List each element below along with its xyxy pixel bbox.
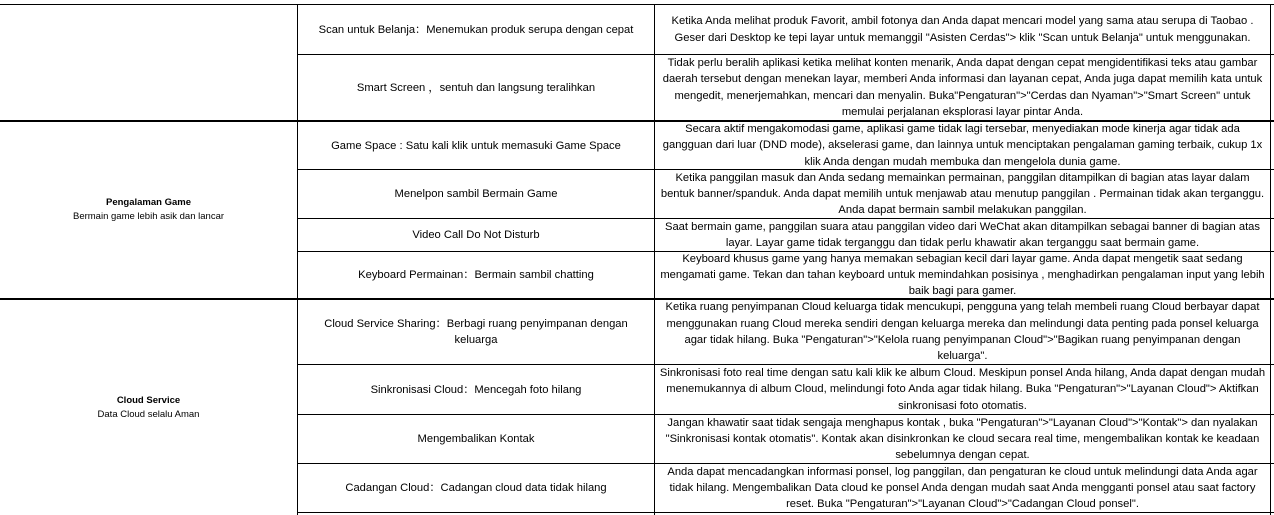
- category-title: Pengalaman Game: [105, 197, 191, 208]
- feature-text: Sinkronisasi Cloud：Mencegah foto hilang: [370, 383, 582, 396]
- feature-text: Menelpon sambil Bermain Game: [394, 188, 558, 200]
- feature-text: Video Call Do Not Disturb: [412, 229, 540, 241]
- grid-line: [297, 512, 1274, 513]
- description-cell[interactable]: [655, 252, 1270, 298]
- feature-cell[interactable]: [298, 219, 654, 251]
- grid-line: [1270, 4, 1271, 515]
- feature-text: Smart Screen ，sentuh dan langsung teralihkan: [356, 81, 596, 94]
- description-text: Sinkronisasi foto real time dengan satu kali klik ke album Cloud. Meskipun ponsel Anda hilang, Anda dapat dengan mudah menemukannya di album Cloud, melindungi foto Anda agar tidak hilang. Buka "Pengaturan">"Layanan Cloud"> Aktifkan sinkronisasi foto otomatis.: [659, 367, 1266, 412]
- description-cell[interactable]: [655, 464, 1270, 512]
- description-text: Secara aktif mengakomodasi game, aplikasi game tidak lagi tersebar, menyediakan mode kinerja agar tidak ada gangguan dari luar (DND mode), akselerasi game, dan lainnya untuk menciptakan pengalaman gaming terbaik, cukup 1x klik Anda dengan mudah membuka dan mengelola dunia game.: [662, 123, 1263, 168]
- category-cell[interactable]: [0, 300, 297, 515]
- feature-cell[interactable]: [298, 5, 654, 54]
- description-cell[interactable]: [655, 365, 1270, 414]
- category-title: Cloud Service: [116, 394, 181, 406]
- category-cell[interactable]: [0, 122, 297, 298]
- feature-text: Scan untuk Belanja：Menemukan produk serupa dengan cepat: [318, 23, 634, 36]
- feature-text: Game Space : Satu kali klik untuk memasuki Game Space: [331, 139, 621, 152]
- feature-text: Cloud Service Sharing：Berbagi ruang penyimpanan dengan keluarga: [324, 318, 628, 346]
- description-cell[interactable]: [655, 55, 1270, 120]
- feature-cell[interactable]: [298, 55, 654, 120]
- description-cell[interactable]: [655, 122, 1270, 169]
- feature-text: Cadangan Cloud：Cadangan cloud data tidak hilang: [345, 482, 607, 494]
- description-text: Ketika ruang penyimpanan Cloud keluarga tidak mencukupi, pengguna yang telah membeli ruang Cloud berbayar dapat menggunakan ruang Cloud mereka sendiri dengan keluarga mereka dan melindungi data penting pada ponsel keluarga agar tidak hilang. Buka "Pengaturan">"Kelola ruang penyimpanan Cloud">"Bagikan ruang penyimpanan dengan keluarga".: [665, 301, 1260, 363]
- feature-text: Keyboard Permainan：Bermain sambil chatting: [358, 269, 594, 281]
- description-text: Ketika Anda melihat produk Favorit, ambil fotonya dan Anda dapat mencari model yang sama atau serupa di Taobao . Geser dari Desktop ke tepi layar untuk memanggil "Asisten Cerdas"> klik "Scan untuk Belanja" untuk menggunakan.: [671, 15, 1254, 44]
- feature-cell[interactable]: [298, 122, 654, 169]
- feature-cell[interactable]: [298, 252, 654, 298]
- description-cell[interactable]: [655, 300, 1270, 364]
- feature-cell[interactable]: [298, 464, 654, 512]
- description-text: Tidak perlu beralih aplikasi ketika melihat konten menarik, Anda dapat dengan cepat mengidentifikasi teks atau gambar daerah tersebut dengan menekan layar, memberi Anda informasi dan layanan cepat, Anda juga dapat memilih kata untuk mengedit, menerjemahkan, mencari dan menyalin. Buka"Pengaturan">"Cerdas dan Nyaman">"Smart Screen" untuk memulai perjalanan eksplorasi layar pintar Anda.: [662, 56, 1263, 118]
- description-cell[interactable]: [655, 219, 1270, 251]
- description-cell[interactable]: [655, 170, 1270, 218]
- feature-text: Mengembalikan Kontak: [417, 433, 535, 445]
- description-cell[interactable]: [655, 415, 1270, 463]
- category-subtitle: Bermain game lebih asik dan lancar: [72, 211, 225, 222]
- feature-cell[interactable]: [298, 365, 654, 414]
- category-subtitle: Data Cloud selalu Aman: [97, 408, 200, 420]
- description-text: Keyboard khusus game yang hanya memakan sebagian kecil dari layar game. Anda dapat mengetik saat sedang mengamati game. Tekan dan tahan keyboard untuk memindahkan posisinya , menghadirkan pengalaman input yang lebih baik bagi para gamer.: [660, 252, 1265, 298]
- feature-cell[interactable]: [298, 415, 654, 463]
- description-text: Saat bermain game, panggilan suara atau panggilan video dari WeChat akan ditampilkan sebagai banner di bagian atas layar. Layar game tidak terganggu dan tidak perlu khawatir akan terganggu saat bermain game.: [665, 220, 1260, 249]
- description-text: Ketika panggilan masuk dan Anda sedang memainkan permainan, panggilan ditampilkan di bagian atas layar dalam bentuk banner/spanduk. Anda dapat memilih untuk menjawab atau menutup panggilan . Permainan tidak akan terganggu. Anda dapat bermain sambil melakukan panggilan.: [660, 171, 1265, 217]
- feature-cell[interactable]: [298, 170, 654, 218]
- description-text: Anda dapat mencadangkan informasi ponsel, log panggilan, dan pengaturan ke cloud untuk melindungi data Anda agar tidak hilang. Mengembalikan Data cloud ke ponsel Anda dengan mudah saat Anda mengganti ponsel atau saat factory reset. Buka "Pengaturan">"Layanan Cloud">"Cadangan Cloud ponsel".: [667, 465, 1258, 511]
- description-text: Jangan khawatir saat tidak sengaja menghapus kontak , buka "Pengaturan">"Layanan Cloud">"Kontak"> dan nyalakan "Sinkronisasi kontak otomatis". Kontak akan disinkronkan ke cloud secara real time, mengembalikan kontak ke keadaan sebelumnya dengan cepat.: [665, 416, 1260, 462]
- description-cell[interactable]: [655, 5, 1270, 54]
- feature-cell[interactable]: [298, 300, 654, 364]
